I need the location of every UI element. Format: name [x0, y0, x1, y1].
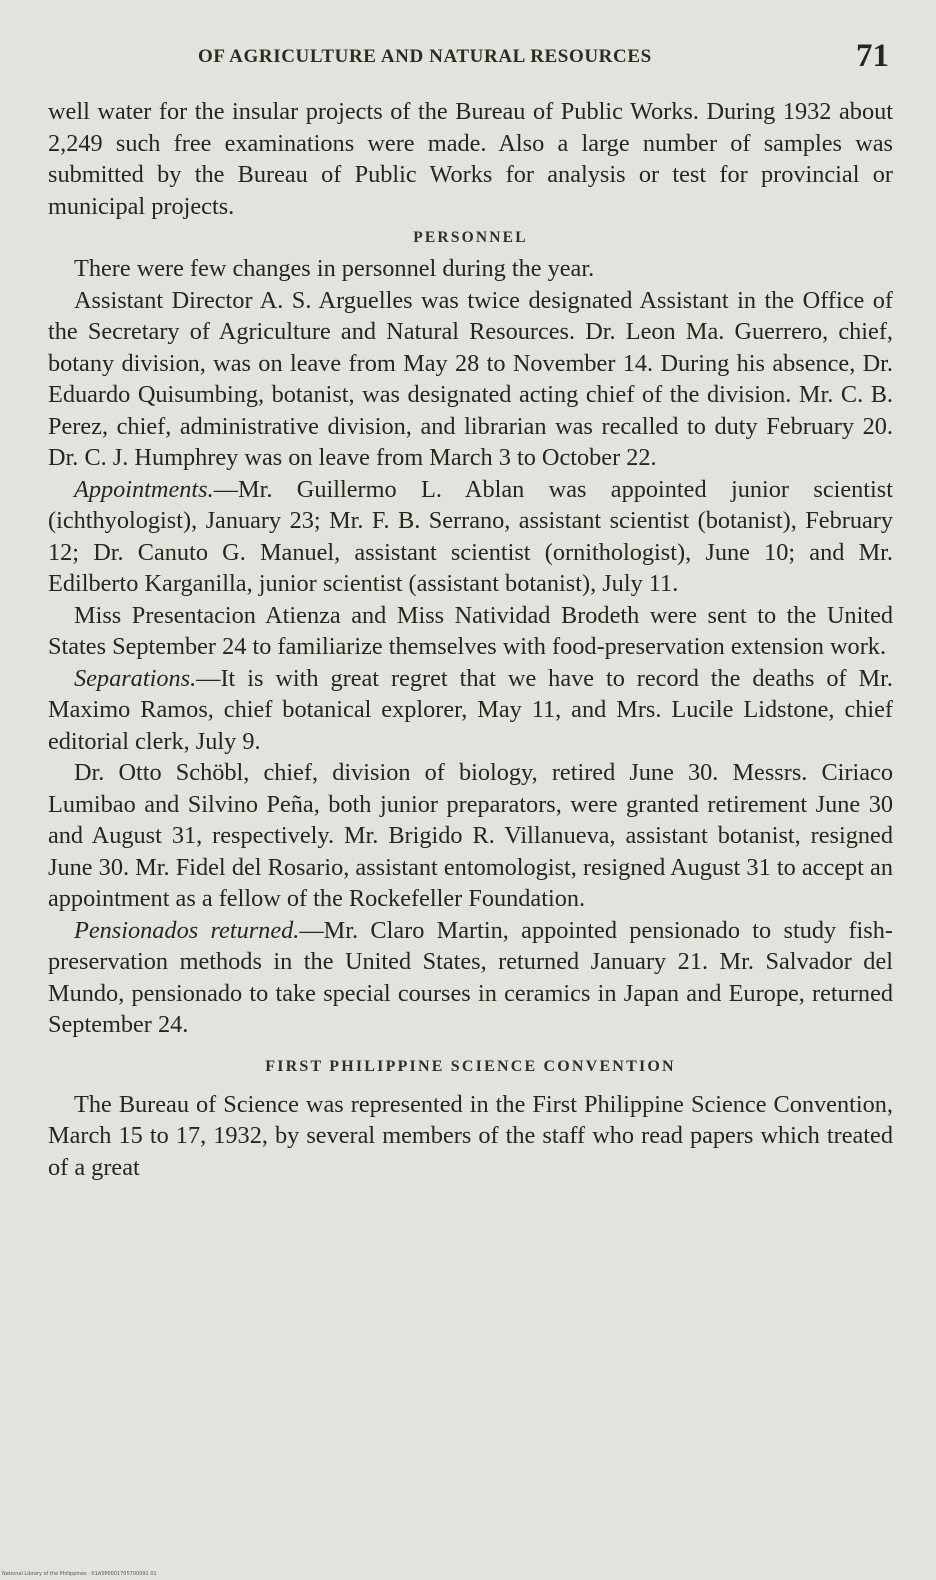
scan-footer-note: National Library of the Philippines · 01A5P0001705700091 01 [2, 1571, 157, 1577]
paragraph-extension-work: Miss Presentacion Atienza and Miss Natividad Brodeth were sent to the United States September 24 to familiarize themselves with food-preservation extension work. [48, 601, 893, 660]
paragraph-pensionados [48, 915, 893, 1041]
paragraph-personnel-intro: There were few changes in personnel during the year. [74, 255, 595, 282]
paragraph-personnel-designations: Assistant Director A. S. Arguelles was twice designated Assistant in the Office of the Secretary of Agriculture and Natural Resources. Dr. Leon Ma. Guerrero, chief, botany division, was on leave from May 28 to November 14. During his absence, Dr. Eduardo Quisumbing, botanist, was designated acting chief of the division. Mr. C. B. Perez, chief, administrative division, and librarian was recalled to duty February 20. Dr. C. J. Humphrey was on leave from March 3 to October 22. [48, 286, 893, 471]
page-number: 71 [856, 38, 889, 74]
running-head: OF AGRICULTURE AND NATURAL RESOURCES [198, 46, 652, 67]
paragraph-appointments [48, 474, 893, 600]
appointments-lead-in: Appointments. [74, 475, 214, 503]
pensionados-lead-in: Pensionados returned. [74, 916, 300, 944]
separations-text: —It is with great regret that we have to record the deaths of Mr. Maximo Ramos, chief botanical explorer, May 11, and Mrs. Lucile Lidstone, chief editorial clerk, July 9. [48, 664, 893, 755]
section-heading-convention: FIRST PHILIPPINE SCIENCE CONVENTION [265, 1057, 676, 1075]
page-header [0, 38, 936, 88]
pensionados-text: —Mr. Claro Martin, appointed pensionado to study fish-preservation methods in the United States, returned January 21. Mr. Salvador del Mundo, pensionado to take special courses in ceramics in Japan and Europe, returned September 24. [48, 916, 893, 1038]
paragraph-separations [48, 663, 893, 758]
paragraph-retirements: Dr. Otto Schöbl, chief, division of biology, retired June 30. Messrs. Ciriaco Lumibao and Silvino Peña, both junior preparators, were granted retirement June 30 and August 31, respectively. Mr. Brigido R. Villanueva, assistant botanist, resigned June 30. Mr. Fidel del Rosario, assistant entomologist, resigned August 31 to accept an appointment as a fellow of the Rockefeller Foundation. [48, 759, 893, 912]
section-heading-personnel: PERSONNEL [413, 229, 528, 246]
appointments-text: —Mr. Guillermo L. Ablan was appointed junior scientist (ichthyologist), January 23; Mr. F. B. Serrano, assistant scientist (botanist), February 12; Dr. Canuto G. Manuel, assistant scientist (ornithologist), June 10; and Mr. Edilberto Karganilla, junior scientist (assistant botanist), July 11. [48, 475, 893, 597]
separations-lead-in: Separations. [74, 664, 197, 692]
paragraph-well-water: well water for the insular projects of the Bureau of Public Works. During 1932 about 2,249 such free examinations were made. Also a large number of samples was submitted by the Bureau of Public Works for analysis or test for provincial or municipal projects. [48, 98, 893, 220]
paragraph-convention: The Bureau of Science was represented in the First Philippine Science Convention, March 15 to 17, 1932, by several members of the staff who read papers which treated of a great [48, 1090, 893, 1181]
body-text [48, 96, 893, 1183]
